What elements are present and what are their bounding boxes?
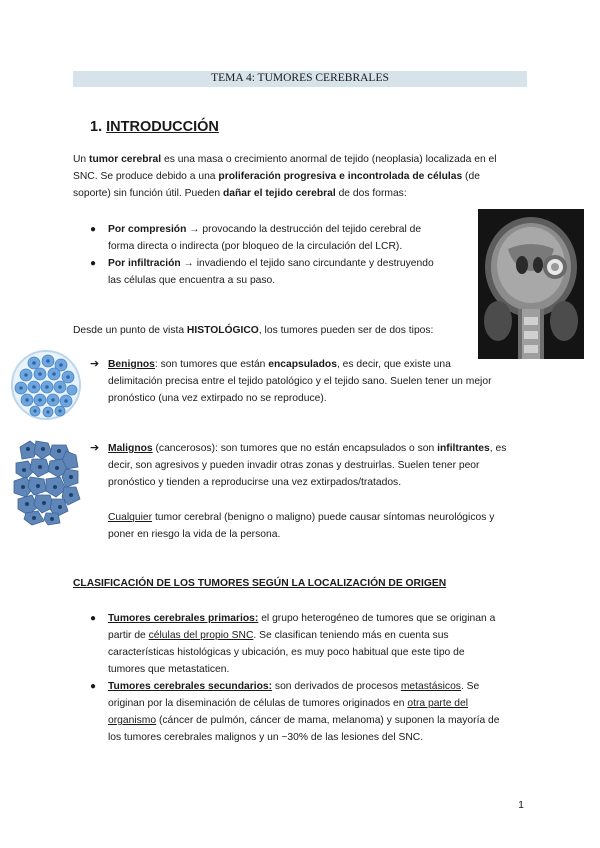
any-tumor-note: Cualquier tumor cerebral (benigno o maligno) puede causar síntomas neurológicos y poner en riesgo la vida de la persona.	[108, 512, 495, 540]
classification-list: ● Tumores cerebrales primarios: el grupo heterogéneo de tumores que se originan a partir de células del propio SNC. Se clasifican teniendo más en cuenta sus características histológicas y ubicación, es muy poco habitual que este tipo de tumores que metastaticen. ● Tumores cerebrales secundarios: son derivados de procesos metastásicos. Se originan por la diseminación de células de tumores originados en otra parte del organismo (cáncer de pulmón, cáncer de mama, melanoma) y suponen la mayoría de los tumores cerebrales malignos y un ~30% de las lesiones del SNC.	[90, 610, 530, 746]
section-title: INTRODUCCIÓN	[106, 119, 219, 135]
brain-mri-image	[478, 209, 584, 359]
damage-list: ● Por compresión → provocando la destrucción del tejido cerebral de forma directa o indirecta (por bloqueo de la circulación del LCR). ● Por infiltración → invadiendo el tejido sano circundante y destruyendo las células que encuentra a su paso.	[90, 221, 470, 289]
bullet-icon: ●	[90, 258, 97, 269]
section-number: 1.	[90, 119, 103, 135]
arrow-icon: ➔	[90, 358, 100, 370]
list-item: ● Tumores cerebrales secundarios: son derivados de procesos metastásicos. Se	[90, 678, 530, 695]
intro-paragraph: Un tumor cerebral es una masa o crecimiento anormal de tejido (neoplasia) localizada en el SNC. Se produce debido a una proliferación progresiva e incontrolada de células (de soporte) sin función útil. Pueden dañar el tejido cerebral de dos formas:	[73, 154, 497, 199]
arrow-icon: ➔	[90, 442, 100, 454]
encapsulated-cells-image	[10, 349, 82, 421]
section-heading	[90, 119, 219, 135]
bullet-icon: ●	[90, 613, 97, 624]
classification-heading: CLASIFICACIÓN DE LOS TUMORES SEGÚN LA LOCALIZACIÓN DE ORIGEN	[73, 578, 447, 589]
histology-intro: Desde un punto de vista HISTOLÓGICO, los tumores pueden ser de dos tipos:	[73, 325, 434, 336]
list-item: ● Tumores cerebrales primarios: el grupo heterogéneo de tumores que se originan a	[90, 610, 530, 627]
malign-item: ➔ Malignos (cancerosos): son tumores que no están encapsulados o son infiltrantes, es decir, son agresivos y pueden invadir otras zonas y destruirlas. Suelen tener peor pronóstico y tienden a reproducirse una vez extirpados/tratados.	[90, 442, 507, 488]
list-item: ● Por compresión → provocando la destrucción del tejido cerebral de	[90, 221, 470, 238]
bullet-icon: ●	[90, 224, 97, 235]
list-item: ● Por infiltración → invadiendo el tejido sano circundante y destruyendo	[90, 255, 470, 272]
page-title: TEMA 4: TUMORES CEREBRALES	[211, 72, 389, 84]
infiltrating-cells-image	[12, 437, 84, 527]
benign-item: ➔ Benignos: son tumores que están encapsulados, es decir, que existe una delimitación precisa entre el tejido patológico y el tejido sano. Suelen tener un mejor pronóstico (una vez extirpado no se reproduce).	[90, 358, 492, 404]
bullet-icon: ●	[90, 681, 97, 692]
page-number: 1	[518, 799, 524, 811]
